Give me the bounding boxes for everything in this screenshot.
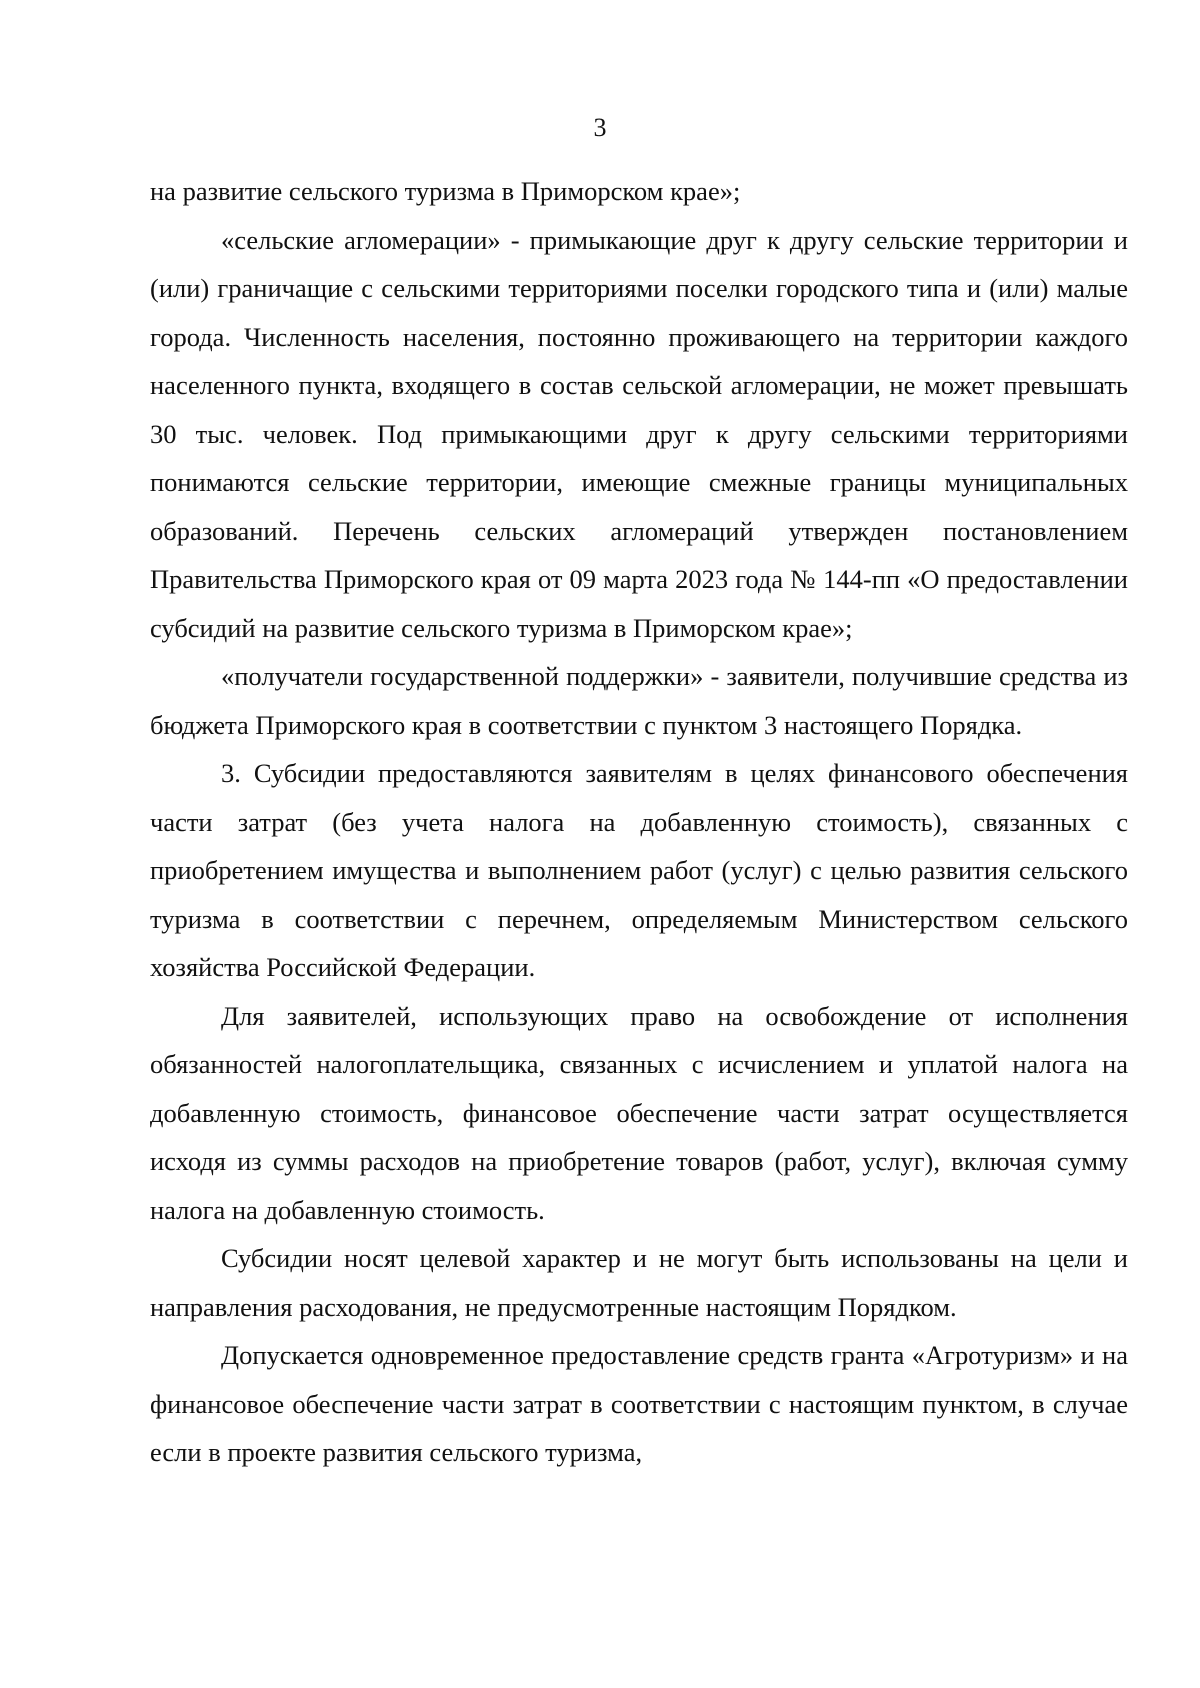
paragraph-simultaneous-grant: Допускается одновременное предоставление средств гранта «Агротуризм» и на финансовое обеспечение части затрат в соответствии с настоящим пунктом, в случае если в проекте развития сельского туризма, <box>150 1340 1128 1467</box>
document-body <box>150 167 1128 1477</box>
page-number: 3 <box>593 113 607 142</box>
paragraph-clause-3: 3. Субсидии предоставляются заявителям в целях финансового обеспечения части затрат (без учета налога на добавленную стоимость), связанных с приобретением имущества и выполнением работ (услуг) с целью развития сельского туризма в соответствии с перечнем, определяемым Министерством сельского хозяйства Российской Федерации. <box>150 758 1128 982</box>
paragraph-definition-support-recipients: «получатели государственной поддержки» - заявители, получившие средства из бюджета Приморского края в соответствии с пунктом 3 настоящего Порядка. <box>150 661 1128 740</box>
paragraph-continuation: на развитие сельского туризма в Приморском крае»; <box>150 176 741 206</box>
paragraph-subsidy-purpose: Субсидии носят целевой характер и не могут быть использованы на цели и направления расходования, не предусмотренные настоящим Порядком. <box>150 1243 1128 1322</box>
paragraph-definition-rural-agglomerations: «сельские агломерации» - примыкающие друг к другу сельские территории и (или) граничащие с сельскими территориями поселки городского типа и (или) малые города. Численность населения, постоянно проживающего на территории каждого населенного пункта, входящего в состав сельской агломерации, не может превышать 30 тыс. человек. Под примыкающими друг к другу сельскими территориями понимаются сельские территории, имеющие смежные границы муниципальных образований. Перечень сельских агломераций утвержден постановлением Правительства Приморского края от 09 марта 2023 года № 144-пп «О предоставлении субсидий на развитие сельского туризма в Приморском крае»; <box>150 224 1128 643</box>
paragraph-vat-exempt-applicants: Для заявителей, использующих право на освобождение от исполнения обязанностей налогоплательщика, связанных с исчислением и уплатой налога на добавленную стоимость, финансовое обеспечение части затрат осуществляется исходя из суммы расходов на приобретение товаров (работ, услуг), включая сумму налога на добавленную стоимость. <box>150 1000 1128 1225</box>
